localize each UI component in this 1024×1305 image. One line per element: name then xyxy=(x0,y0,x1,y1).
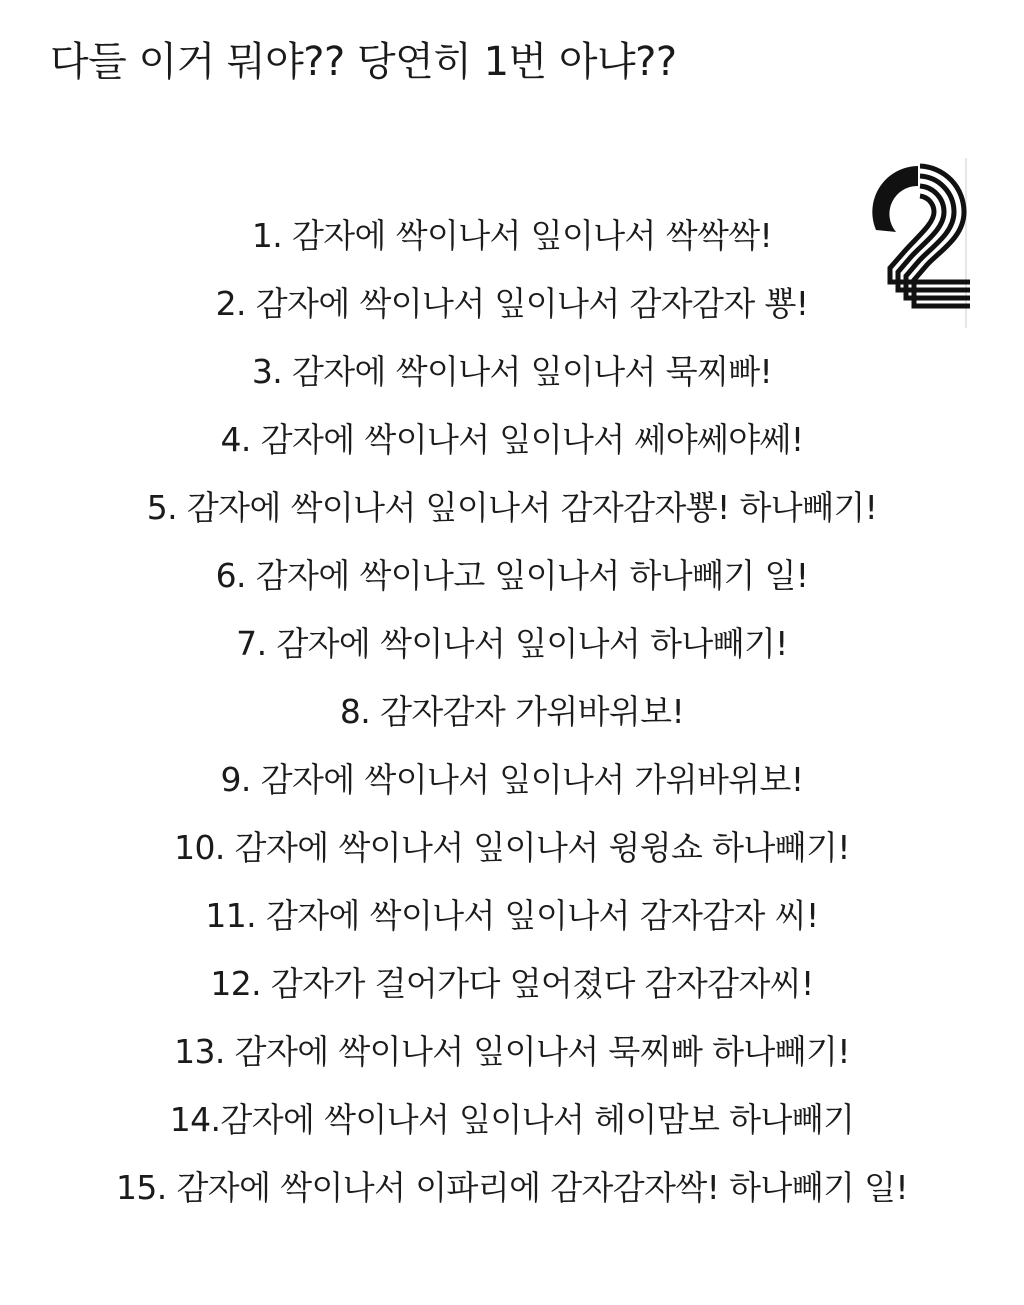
list-item: 7. 감자에 싹이나서 잎이나서 하나빼기! xyxy=(236,624,788,663)
list-item: 13. 감자에 싹이나서 잎이나서 묵찌빠 하나빼기! xyxy=(174,1032,850,1071)
list-item: 4. 감자에 싹이나서 잎이나서 쎄야쎄야쎄! xyxy=(220,420,804,459)
list-item: 3. 감자에 싹이나서 잎이나서 묵찌빠! xyxy=(251,352,773,391)
list-item: 9. 감자에 싹이나서 잎이나서 가위바위보! xyxy=(220,760,804,799)
list-item: 14.감자에 싹이나서 잎이나서 헤이맘보 하나빼기 xyxy=(169,1100,855,1139)
list-item: 5. 감자에 싹이나서 잎이나서 감자감자뿅! 하나빼기! xyxy=(146,488,878,527)
list-item: 11. 감자에 싹이나서 잎이나서 감자감자 씨! xyxy=(205,896,819,935)
meme-image xyxy=(0,150,1024,1305)
list-item: 10. 감자에 싹이나서 잎이나서 윙윙쇼 하나빼기! xyxy=(174,828,850,867)
list-item: 12. 감자가 걸어가다 엎어졌다 감자감자씨! xyxy=(210,964,814,1003)
list-item: 6. 감자에 싹이나고 잎이나서 하나빼기 일! xyxy=(215,556,809,595)
list-item: 15. 감자에 싹이나서 이파리에 감자감자싹! 하나빼기 일! xyxy=(115,1168,909,1207)
post-title: 다들 이거 뭐야?? 당연히 1번 아냐?? xyxy=(50,39,677,85)
list-item: 8. 감자감자 가위바위보! xyxy=(339,692,685,731)
list-item: 1. 감자에 싹이나서 잎이나서 싹싹싹! xyxy=(251,216,773,255)
list-item: 2. 감자에 싹이나서 잎이나서 감자감자 뿅! xyxy=(215,284,809,323)
